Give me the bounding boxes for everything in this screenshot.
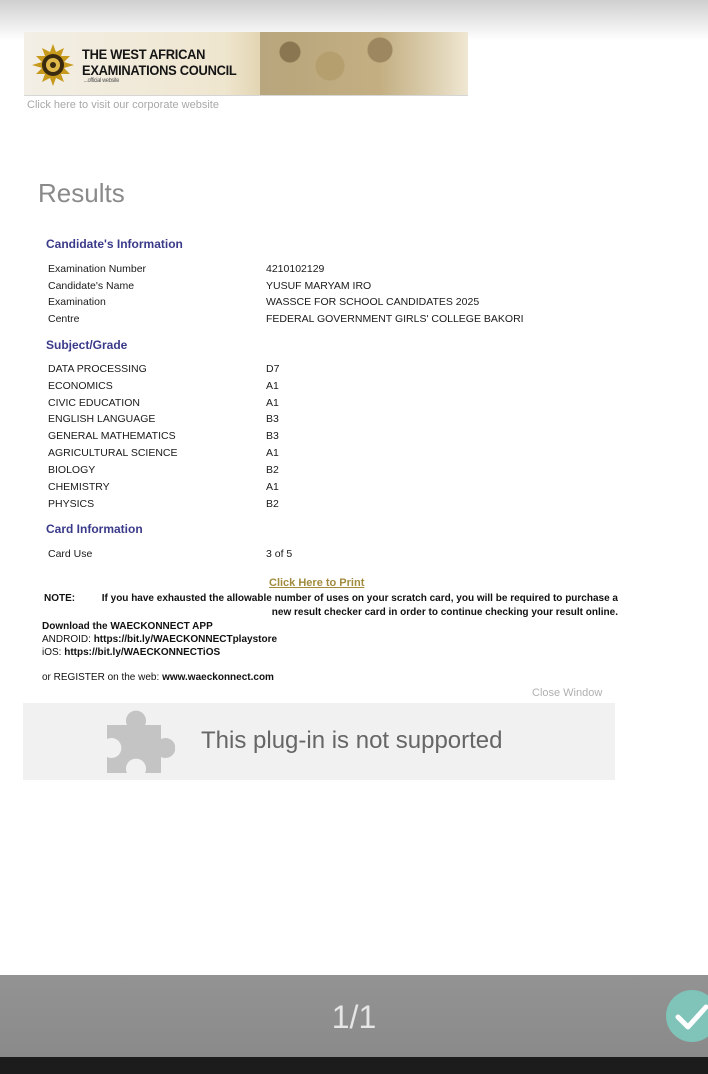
candidate-row: [48, 313, 648, 330]
page-counter: 1/1: [331, 999, 377, 1035]
subject-name: BIOLOGY: [48, 464, 96, 476]
subject-grade: B3: [266, 413, 279, 425]
plugin-unsupported-message: This plug-in is not supported: [201, 727, 503, 754]
note-line-1: If you have exhausted the allowable number of uses on your scratch card, you will be required to purchase a: [101, 593, 618, 604]
subject-row: [48, 363, 648, 380]
row-value: WASSCE FOR SCHOOL CANDIDATES 2025: [266, 296, 480, 308]
android-label: ANDROID:: [42, 634, 91, 645]
candidate-row: [48, 280, 648, 297]
app-heading: Download the WAECKONNECT APP: [42, 621, 213, 632]
waec-seal-icon: [32, 44, 74, 86]
brand-name: [82, 46, 237, 85]
brand-tagline: ...official website: [83, 78, 120, 84]
brand-line-2: EXAMINATIONS COUNCIL: [82, 62, 237, 78]
print-link[interactable]: Click Here to Print: [269, 577, 365, 589]
row-label: Card Use: [48, 548, 93, 560]
row-label: Candidate's Name: [48, 280, 135, 292]
android-link[interactable]: https://bit.ly/WAECKONNECTplaystore: [93, 634, 278, 645]
note-line-2: new result checker card in order to continue checking your result online.: [271, 607, 618, 618]
row-value: FEDERAL GOVERNMENT GIRLS' COLLEGE BAKORI: [266, 313, 524, 325]
subject-row: [48, 481, 648, 498]
row-label: Examination Number: [48, 263, 147, 275]
subject-name: DATA PROCESSING: [48, 363, 147, 375]
waec-banner[interactable]: [24, 32, 468, 96]
system-nav-bar: [0, 1057, 708, 1074]
scratch-card-note: [44, 592, 618, 620]
candidate-row: [48, 296, 648, 313]
subject-name: PHYSICS: [48, 498, 95, 510]
brand-line-1: THE WEST AFRICAN: [82, 46, 206, 62]
subject-row: [48, 464, 648, 481]
subject-grade: B2: [266, 464, 279, 476]
subject-row: [48, 413, 648, 430]
note-lead: NOTE:: [44, 593, 76, 604]
page-title: Results: [38, 178, 125, 208]
confirm-button[interactable]: [666, 990, 708, 1042]
subject-row: [48, 430, 648, 447]
subject-grade: A1: [266, 447, 279, 459]
banner-photo: [260, 32, 468, 96]
close-window-link[interactable]: Close Window: [532, 687, 603, 699]
subject-name: CHEMISTRY: [48, 481, 110, 493]
card-info-heading: Card Information: [46, 522, 143, 536]
ios-link[interactable]: https://bit.ly/WAECKONNECTiOS: [64, 647, 221, 658]
subject-row: [48, 397, 648, 414]
subject-grade: D7: [266, 363, 280, 375]
subject-grade: B3: [266, 430, 279, 442]
candidate-row: [48, 263, 648, 280]
subject-row: [48, 447, 648, 464]
ios-label: iOS:: [42, 647, 62, 658]
app-download-block: [42, 620, 277, 659]
subject-row: [48, 498, 648, 515]
register-link[interactable]: www.waeckonnect.com: [162, 672, 274, 683]
puzzle-piece-icon: [105, 707, 175, 777]
checkmark-icon: [666, 990, 708, 1042]
subject-grade-heading: Subject/Grade: [46, 338, 128, 352]
subject-name: CIVIC EDUCATION: [48, 397, 140, 409]
row-value: YUSUF MARYAM IRO: [266, 280, 372, 292]
register-line: [42, 672, 274, 683]
row-value: 3 of 5: [266, 548, 293, 560]
register-text: or REGISTER on the web:: [42, 672, 160, 683]
corporate-website-link[interactable]: Click here to visit our corporate website: [27, 99, 219, 111]
card-row: [48, 548, 648, 565]
subject-name: GENERAL MATHEMATICS: [48, 430, 176, 442]
subject-name: AGRICULTURAL SCIENCE: [48, 447, 178, 459]
subject-name: ENGLISH LANGUAGE: [48, 413, 156, 425]
row-label: Centre: [48, 313, 80, 325]
row-label: Examination: [48, 296, 106, 308]
subject-row: [48, 380, 648, 397]
subject-grade: B2: [266, 498, 279, 510]
subject-name: ECONOMICS: [48, 380, 113, 392]
plugin-placeholder: [23, 703, 615, 780]
viewer-bottom-bar: [0, 975, 708, 1057]
subject-grade: A1: [266, 397, 279, 409]
subject-grade: A1: [266, 380, 279, 392]
candidate-info-heading: Candidate's Information: [46, 237, 183, 251]
row-value: 4210102129: [266, 263, 325, 275]
subject-grade: A1: [266, 481, 279, 493]
